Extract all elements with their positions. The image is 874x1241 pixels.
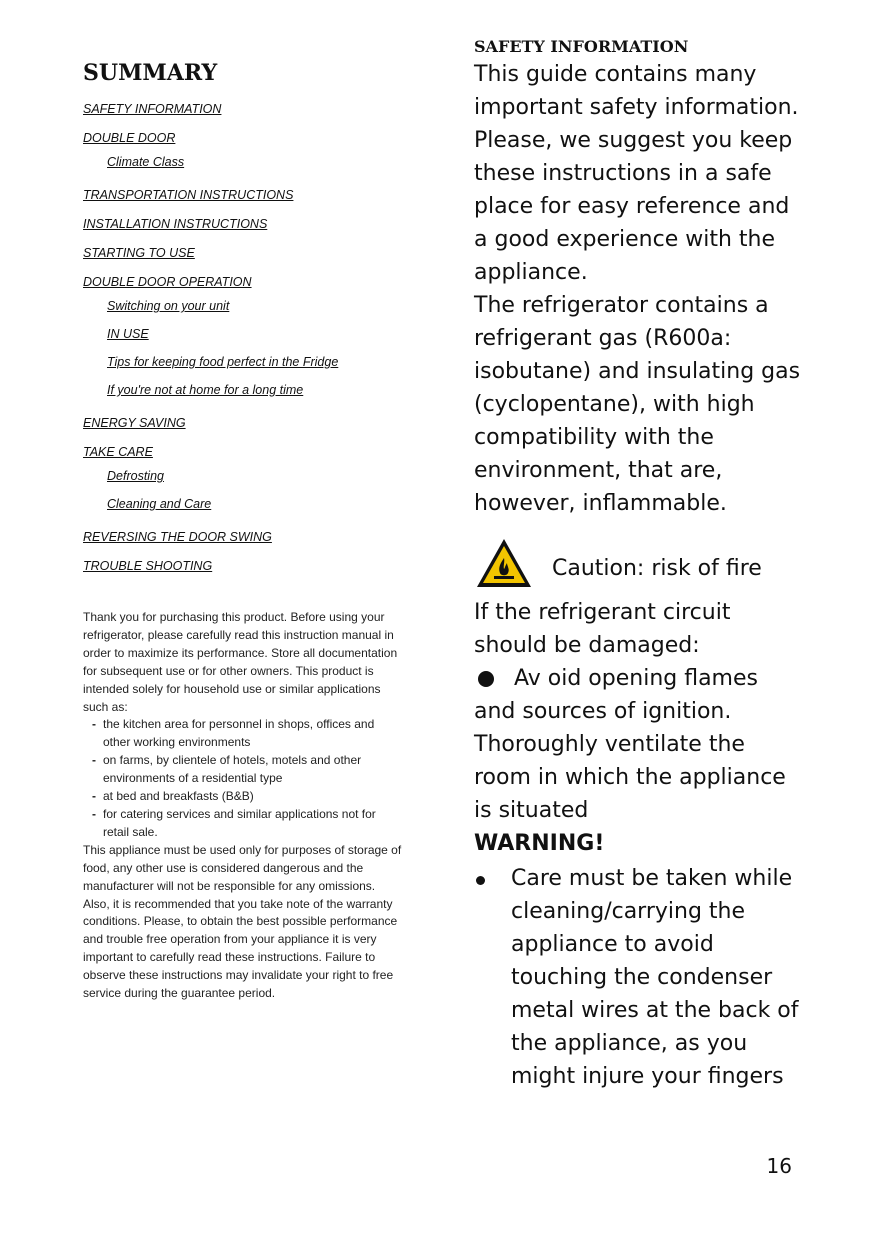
toc-subitem[interactable]: IN USE [107, 327, 149, 341]
caution-row [474, 530, 804, 596]
toc-item[interactable]: ENERGY SAVING [83, 416, 186, 430]
dash-icon: - [92, 717, 96, 732]
summary-title: SUMMARY [83, 60, 218, 86]
safety-paragraph: This guide contains many important safety information. Please, we suggest you keep these instructions in a safe place for easy reference and a good experience with the appliance. [474, 62, 799, 285]
safety-section [474, 36, 804, 1093]
dash-icon: - [92, 806, 96, 821]
avoid-bullet-text: Av oid opening flames [514, 666, 758, 691]
warning-item-text: Care must be taken while cleaning/carrying the appliance to avoid touching the condenser metal wires at the back of the appliance, as you might injure your fingers [511, 866, 799, 1089]
toc-item[interactable]: TROUBLE SHOOTING [83, 559, 213, 573]
table-of-contents [83, 94, 403, 580]
toc-item[interactable]: TRANSPORTATION INSTRUCTIONS [83, 188, 294, 202]
toc-subitem[interactable]: If you're not at home for a long time [107, 383, 304, 397]
caution-label: Caution: risk of fire [552, 555, 762, 581]
dash-icon: - [92, 789, 96, 804]
page-number: 16 [766, 1154, 792, 1178]
list-item [83, 752, 403, 788]
uses-list [83, 716, 403, 841]
toc-item[interactable]: STARTING TO USE [83, 246, 195, 260]
fire-warning-icon [474, 536, 534, 590]
bullet-icon [476, 876, 485, 885]
list-item-text: the kitchen area for personnel in shops, offices and other working environments [103, 717, 375, 750]
list-item [83, 716, 403, 752]
toc-subitem[interactable]: Climate Class [107, 155, 185, 169]
toc-item[interactable]: DOUBLE DOOR [83, 131, 176, 145]
safety-paragraph: The refrigerator contains a refrigerant gas (R600a: isobutane) and insulating gas (cyclopentane), with high compatibility with the environment, that are, however, inflammable. [474, 293, 801, 516]
avoid-bullet [474, 662, 804, 695]
warning-list [474, 862, 804, 1093]
warning-label: WARNING! [474, 831, 605, 856]
intro-section [83, 609, 403, 1003]
toc-subitem[interactable]: Switching on your unit [107, 299, 230, 313]
dash-icon: - [92, 753, 96, 768]
toc-item[interactable]: INSTALLATION INSTRUCTIONS [83, 217, 268, 231]
toc-item[interactable]: TAKE CARE [83, 445, 153, 459]
toc-subitem[interactable]: Defrosting [107, 469, 164, 483]
safety-title: SAFETY INFORMATION [474, 37, 689, 56]
list-item-text: for catering services and similar applications not for retail sale. [103, 806, 376, 839]
list-item [83, 788, 403, 806]
intro-paragraph: This appliance must be used only for purposes of storage of food, any other use is considered dangerous and the manufacturer will not be responsible for any omissions. Also, it is recommended that you take note of the warranty conditions. Please, to obtain the best possible performance and trouble free operation from your appliance it is very important to carefully read these instructions. Failure to observe these instructions may invalidate your right to free service during the guarantee period. [83, 842, 402, 1001]
list-item-text: on farms, by clientele of hotels, motels and other environments of a residential type [103, 753, 362, 786]
toc-subitem[interactable]: Tips for keeping food perfect in the Fridge [107, 355, 339, 369]
list-item [83, 806, 403, 842]
list-item-text: at bed and breakfasts (B&B) [103, 789, 254, 804]
toc-item[interactable]: REVERSING THE DOOR SWING [83, 530, 272, 544]
summary-section [83, 60, 403, 580]
list-item [474, 862, 804, 1093]
toc-item[interactable]: DOUBLE DOOR OPERATION [83, 275, 252, 289]
bullet-icon [478, 671, 494, 687]
toc-item[interactable]: SAFETY INFORMATION [83, 102, 222, 116]
toc-subitem[interactable]: Cleaning and Care [107, 497, 212, 511]
damage-intro: If the refrigerant circuit should be damaged: [474, 600, 731, 658]
avoid-continuation: and sources of ignition. Thoroughly ventilate the room in which the appliance is situated [474, 699, 786, 823]
intro-paragraph: Thank you for purchasing this product. Before using your refrigerator, please carefully read this instruction manual in order to maximize its performance. Store all documentation for subsequent use or for other owners. This product is intended solely for household use or similar applications such as: [83, 610, 398, 714]
